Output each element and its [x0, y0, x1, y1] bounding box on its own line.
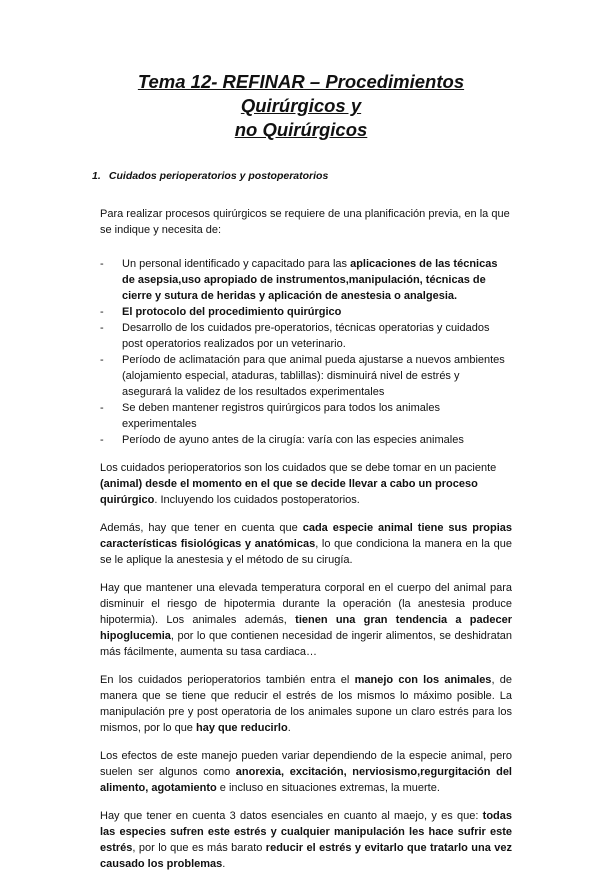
- list-item: - Desarrollo de los cuidados pre-operatorios, técnicas operatorias y cuidados post operatorios realizados por un veterinario.: [100, 320, 512, 352]
- paragraph-perioperative: Los cuidados perioperatorios son los cuidados que se debe tomar en un paciente (animal) desde el momento en el que se decide llevar a cabo un proceso quirúrgico. Incluyendo los cuidados postoperatorios.: [100, 462, 497, 506]
- paragraph-species: Además, hay que tener en cuenta que cada especie animal tiene sus propias características fisiológicas y anatómicas, lo que condiciona la manera en la que se le aplique la anestesia y el método de su cirugía.: [100, 522, 512, 566]
- list-item: - Período de ayuno antes de la cirugía: varía con las especies animales: [100, 432, 512, 448]
- page-title: [90, 70, 512, 142]
- title-line-1: Tema 12- REFINAR – Procedimientos Quirúrgicos y: [137, 71, 465, 116]
- paragraph-handling: En los cuidados perioperatorios también entra el manejo con los animales, de manera que se tiene que reducir el estrés de los mismos lo máximo posible. La manipulación pre y post operatoria de los animales supone un claro estrés para los mismos, por lo que hay que reducirlo.: [100, 674, 512, 734]
- list-item: - Un personal identificado y capacitado para las aplicaciones de las técnicas de asepsia,uso apropiado de instrumentos,manipulación, técnicas de cierre y sutura de heridas y aplicación de anestesia o analgesia.: [100, 256, 512, 304]
- title-line-2: no Quirúrgicos: [234, 119, 368, 140]
- paragraph-essentials: Hay que tener en cuenta 3 datos esenciales en cuanto al maejo, y es que: todas las especies sufren este estrés y cualquier manipulación les hace sufrir este estrés, por lo que es más barato reducir el estrés y evitarlo que tratarlo una vez causado los problemas.: [100, 810, 512, 870]
- section-number: 1.: [92, 170, 101, 182]
- intro-paragraph: Para realizar procesos quirúrgicos se requiere de una planificación previa, en la que se indique y necesita de:: [100, 208, 510, 236]
- paragraph-temperature: Hay que mantener una elevada temperatura corporal en el cuerpo del animal para disminuir el riesgo de hipotermia durante la operación (la anestesia produce hipotermia). Los animales además, tienen una gran tendencia a padecer hipoglucemia, por lo que contienen necesidad de ingerir alimentos, se deshidratan más fácilmente, aumenta su tasa cardiaca…: [100, 582, 512, 658]
- section-heading: [92, 168, 512, 184]
- section-heading-text: Cuidados perioperatorios y postoperatorios: [108, 170, 329, 182]
- list-item: - El protocolo del procedimiento quirúrgico: [100, 304, 512, 320]
- list-item: - Período de aclimatación para que animal pueda ajustarse a nuevos ambientes (alojamiento especial, ataduras, tablillas): disminuirá nivel de estrés y asegurará la validez de los resultados experimentales: [100, 352, 512, 400]
- paragraph-effects: Los efectos de este manejo pueden variar dependiendo de la especie animal, pero suelen ser algunos como anorexia, excitación, nerviosismo,regurgitación del alimento, agotamiento e incluso en situaciones extremas, la muerte.: [100, 750, 512, 794]
- requirements-list: [100, 256, 512, 448]
- list-item: - Se deben mantener registros quirúrgicos para todos los animales experimentales: [100, 400, 512, 432]
